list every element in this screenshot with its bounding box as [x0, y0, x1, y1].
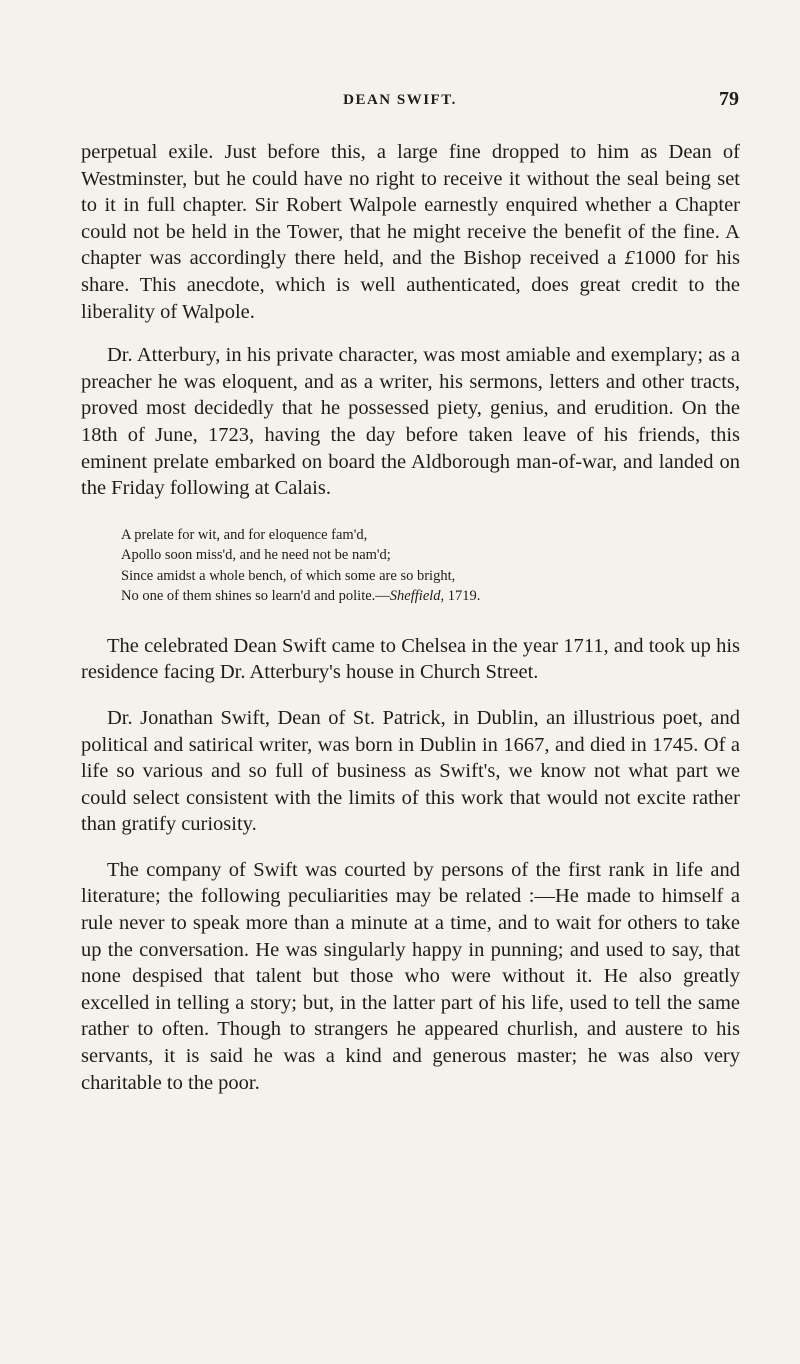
paragraph-atterbury: Dr. Atterbury, in his private character, was most amiable and exemplary; as a preacher he was eloquent, and as a writer, his sermons, letters and other tracts, proved most decidedly that he possessed piety, genius, and erudition. On the 18th of June, 1723, having the day before taken leave of his friends, this eminent prelate embarked on board the Aldborough man-of-war, and landed on the Friday following at Calais.: [81, 344, 740, 500]
verse-line-1: A prelate for wit, and for eloquence fam'd,: [121, 526, 368, 543]
paragraph-swift-bio: Dr. Jonathan Swift, Dean of St. Patrick, in Dublin, an illustrious poet, and political and satirical writer, was born in Dublin in 1667, and died in 1745. Of a life so various and so full of business as Swift's, we know not what part we could select consistent with the limits of this work that would not excite rather than gratify curiosity.: [81, 706, 740, 836]
running-head: [0, 88, 800, 112]
verse-quotation: [81, 525, 740, 607]
verse-line-4-text: No one of them shines so learn'd and polite.—: [121, 588, 390, 605]
paragraph-exile-text-a: perpetual exile. Just before this, a large fine dropped to him as Dean of Westminster, but he could have no right to receive it without the seal being set to it in full chapter. Sir Robert Walpole earnestly enquired whether a Chapter could not be held in the Tower, that he might receive the benefit of the fine. A chapter was accordingly there held, and the Bishop received a: [81, 141, 740, 270]
verse-year: 1719.: [444, 588, 481, 605]
verse-line-2: Apollo soon miss'd, and he need not be nam'd;: [121, 547, 391, 564]
page-number: 79: [719, 88, 739, 110]
verse-line-3: Since amidst a whole bench, of which some are so bright,: [121, 567, 456, 584]
paragraph-exile-text-b: 1000 for his share. This anecdote, which is well authenticated, does great credit to the liberality of Walpole.: [81, 247, 740, 323]
running-title: DEAN SWIFT.: [343, 92, 457, 108]
verse-line-4: [121, 586, 740, 607]
paragraph-swift-company: The company of Swift was courted by persons of the first rank in life and literature; the following peculiarities may be related :—He made to himself a rule never to speak more than a minute at a time, and to wait for others to take up the conversation. He was singularly happy in punning; and used to say, that none despised that talent but those who were without it. He also greatly excelled in telling a story; but, in the latter part of his life, used to tell the same rather to often. Though to strangers he appeared churlish, and austere to his servants, it is said he was a kind and generous master; he was also very charitable to the poor.: [81, 858, 740, 1094]
pound-sign: £: [624, 247, 635, 270]
paragraph-exile: [81, 139, 740, 325]
verse-source: Sheffield,: [389, 588, 445, 605]
paragraph-swift-chelsea: The celebrated Dean Swift came to Chelsea in the year 1711, and took up his residence facing Dr. Atterbury's house in Church Street.: [81, 634, 740, 684]
body-text: [81, 139, 740, 1096]
